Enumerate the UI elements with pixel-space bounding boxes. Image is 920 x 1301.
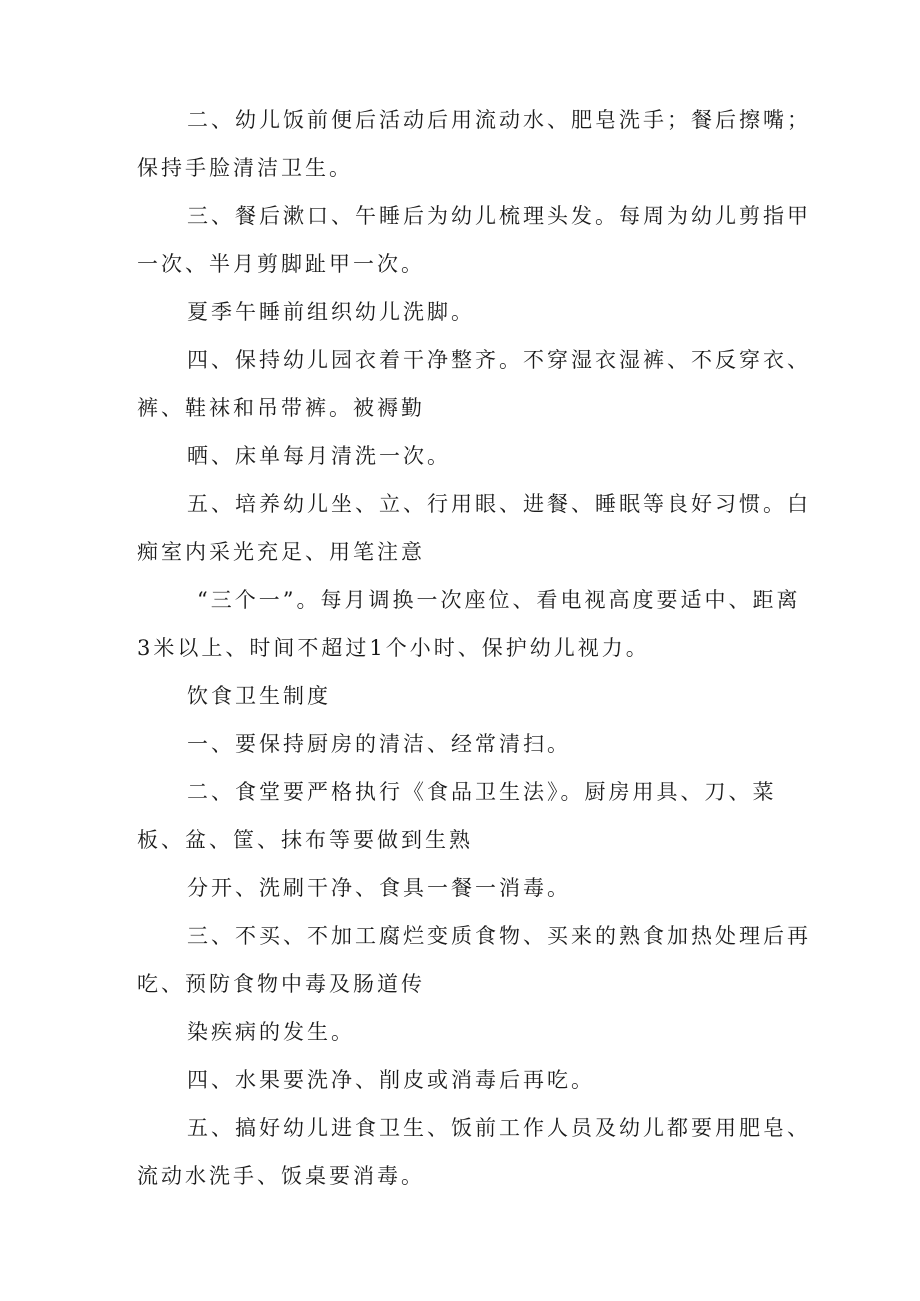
- text-line: 四、保持幼儿园衣着干净整齐。不穿湿衣湿裤、不反穿衣、: [187, 348, 811, 372]
- text-line: 保持手脸清洁卫生。: [137, 156, 353, 180]
- text-line: 吃、预防食物中毒及肠道传: [137, 972, 425, 996]
- text-line: 二、食堂要严格执行《食品卫生法》。厨房用具、刀、菜: [187, 780, 777, 804]
- text-line: 五、培养幼儿坐、立、行用眼、进餐、睡眠等良好习惯。白: [187, 492, 811, 516]
- text-line: 流动水洗手、饭桌要消毒。: [137, 1164, 425, 1188]
- text-line: 一、要保持厨房的清洁、经常清扫。: [187, 732, 571, 756]
- text-line: 晒、床单每月清洗一次。: [187, 444, 451, 468]
- text-line: 染疾病的发生。: [187, 1020, 355, 1044]
- text-line: 二、幼儿饭前便后活动后用流动水、肥皂洗手；餐后擦嘴；: [187, 108, 811, 132]
- text-line: 夏季午睡前组织幼儿洗脚。: [187, 300, 475, 324]
- text-line: 板、盆、筐、抹布等要做到生熟: [137, 828, 473, 852]
- text-line: 痴室内采光充足、用笔注意: [137, 540, 425, 564]
- text-line: 一次、半月剪脚趾甲一次。: [137, 252, 425, 276]
- text-line: 四、水果要洗净、削皮或消毒后再吃。: [187, 1068, 595, 1092]
- document-body: [137, 96, 811, 1200]
- text-line: 三、餐后漱口、午睡后为幼儿梳理头发。每周为幼儿剪指甲: [187, 204, 811, 228]
- text-line: “三个一”。每月调换一次座位、看电视高度要适中、距离: [197, 588, 801, 612]
- text-line: 五、搞好幼儿进食卫生、饭前工作人员及幼儿都要用肥皂、: [187, 1116, 811, 1140]
- text-line: 三、不买、不加工腐烂变质食物、买来的熟食加热处理后再: [187, 924, 811, 948]
- text-line: 裤、鞋袜和吊带裤。被褥勤: [137, 396, 425, 420]
- text-line: 3米以上、时间不超过1个小时、保护幼儿视力。: [137, 636, 650, 660]
- text-line: 分开、洗刷干净、食具一餐一消毒。: [187, 876, 571, 900]
- section-heading: 饮食卫生制度: [187, 684, 331, 708]
